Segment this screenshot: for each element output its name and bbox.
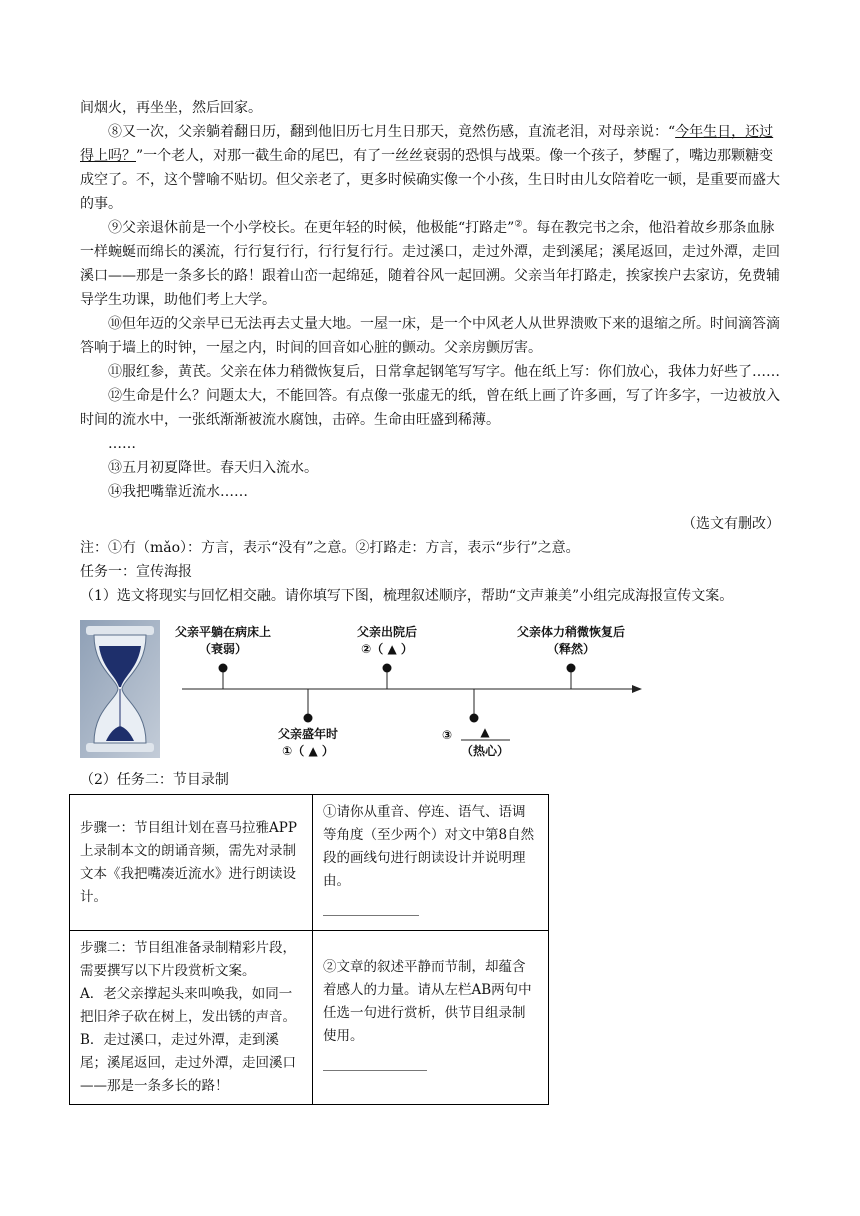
task2-table <box>69 794 549 1105</box>
timeline-label-3-event: 父亲体力稍微恢复后 <box>516 625 625 639</box>
question1-cell <box>313 795 549 931</box>
table-row <box>70 795 549 931</box>
question2-cell <box>313 931 549 1105</box>
paragraph-10: ⑩但年迈的父亲早已无法再去丈量大地。一屋一床，是一个中风老人从世界溃败下来的退缩之所。时间滴答滴答响于墙上的时钟，一屋之内，时间的回音如心脏的颤动。父亲房颤厉害。 <box>80 316 780 356</box>
timeline-label-4-blank: ①（ ▲ ） <box>282 744 334 758</box>
paragraph-9-text-a: ⑨父亲退休前是一个小学校长。在更年轻的时候，他极能“打路走” <box>108 220 515 236</box>
step2-cell <box>70 931 313 1105</box>
question1-text: ①请你从重音、停连、语气、语调等角度（至少两个）对文中第8自然段的画线句进行朗读设计并说明理由。 <box>323 804 535 889</box>
paragraph-14: ⑭我把嘴靠近流水…… <box>108 484 248 500</box>
paragraph-8-text-a: ⑧又一次，父亲躺着翻日历，翻到他旧历七月生日那天，竟然伤感，直流老泪，对母亲说：“ <box>108 124 676 140</box>
step1-cell <box>70 795 313 931</box>
answer-blank-2[interactable] <box>323 1058 427 1071</box>
footnote: 注：①冇（mǎo）：方言，表示“没有”之意。②打路走：方言，表示“步行”之意。 <box>80 540 580 556</box>
paragraph-11: ⑪服红参，黄芪。父亲在体力稍微恢复后，日常拿起钢笔写写字。他在纸上写：你们放心，我体力好些了…… <box>108 364 780 380</box>
paragraph-8-text-b: ”一个老人，对那一截生命的尾巴，有了一丝丝衰弱的恐惧与战栗。像一个孩子，梦醒了，嘴边那颗糖变成空了。不，这个譬喻不贴切。但父亲老了，更多时候确实像一个小孩，生日时由儿女陪着吃一顿，是重要而盛大的事。 <box>80 148 780 212</box>
step2-text: 步骤二：节目组准备录制精彩片段，需要撰写以下片段赏析文案。 <box>80 940 296 979</box>
timeline-label-5-blank: ▲ <box>480 725 490 739</box>
timeline-label-4 <box>263 726 353 760</box>
document-page <box>80 96 780 1105</box>
paragraph-9 <box>80 216 780 312</box>
answer-blank-1[interactable] <box>323 903 419 916</box>
timeline-label-3-mood: （释然） <box>546 642 595 656</box>
timeline-label-2-event: 父亲出院后 <box>356 625 417 639</box>
sentence-a: A．老父亲撑起头来叫唤我，如同一把旧斧子砍在树上，发出锈的声音。 <box>80 986 296 1025</box>
paragraph-13: ⑬五月初夏降世。春天归入流水。 <box>108 460 318 476</box>
timeline-diagram <box>80 616 780 766</box>
source-note: （选文有删改） <box>682 516 780 532</box>
sentence-b: B．走过溪口，走过外潭，走到溪尾；溪尾返回，走过外潭，走回溪口——那是一条多长的路！ <box>80 1032 296 1094</box>
step1-text: 步骤一：节目组计划在喜马拉雅APP上录制本文的朗诵音频，需先对录制文本《我把嘴凑近流水》进行朗读设计。 <box>80 819 297 905</box>
timeline-label-1 <box>173 624 273 658</box>
question2-text: ②文章的叙述平静而节制，却蕴含着感人的力量。请从左栏AB两句中任选一句进行赏析，供节目组录制使用。 <box>323 959 532 1044</box>
task1-title: 任务一：宣传海报 <box>80 564 192 580</box>
timeline-label-3 <box>511 624 631 658</box>
timeline-label-2 <box>342 624 432 658</box>
timeline-label-1-event: 父亲平躺在病床上 <box>174 625 271 639</box>
timeline-dot-1 <box>219 664 228 673</box>
timeline-label-1-mood: （衰弱） <box>198 642 247 656</box>
task1-question: （1）选文将现实与回忆相交融。请你填写下图，梳理叙述顺序，帮助“文声兼美”小组完成海报宣传文案。 <box>80 588 734 604</box>
timeline-label-4-event: 父亲盛年时 <box>277 727 338 741</box>
paragraph-9-text-b: 。每在教完书之余，他沿着故乡那条血脉一样蜿蜒而绵长的溪流，行行复行行，行行复行行。走过溪口，走过外潭，走到溪尾；溪尾返回，走过外潭，走回溪口——那是一条多长的路！跟着山峦一起绵延，随着谷风一起回溯。父亲当年打路走，挨家挨户去家访，免费辅导学生功课，助他们考上大学。 <box>80 220 780 308</box>
underlined-sentence-2: 日，还过得上吗？ <box>80 124 774 164</box>
ellipsis-line: …… <box>108 436 136 452</box>
footnote-marker-2: ② <box>514 219 523 230</box>
task2-title: （2）任务二：节目录制 <box>80 772 229 788</box>
underlined-sentence-1: 今年生 <box>675 124 718 140</box>
paragraph-8 <box>80 120 780 216</box>
table-row <box>70 931 549 1105</box>
timeline-arrow-icon <box>632 685 642 693</box>
timeline-dot-4 <box>304 714 313 723</box>
timeline-label-5-number: ③ <box>442 728 453 742</box>
timeline-label-5-mood: （热心） <box>460 744 509 758</box>
timeline-dot-3 <box>567 664 576 673</box>
timeline-label-2-blank: ②（ ▲ ） <box>361 642 413 656</box>
timeline-dot-5 <box>470 714 479 723</box>
hourglass-image <box>80 620 160 758</box>
paragraph-12: ⑫生命是什么？问题太大，不能回答。有点像一张虚无的纸，曾在纸上画了许多画，写了许多字，一边被放入时间的流水中，一张纸渐渐被流水腐蚀，击碎。生命由旺盛到稀薄。 <box>80 388 780 428</box>
timeline-dot-2 <box>383 664 392 673</box>
paragraph-0: 间烟火，再坐坐，然后回家。 <box>80 100 262 116</box>
